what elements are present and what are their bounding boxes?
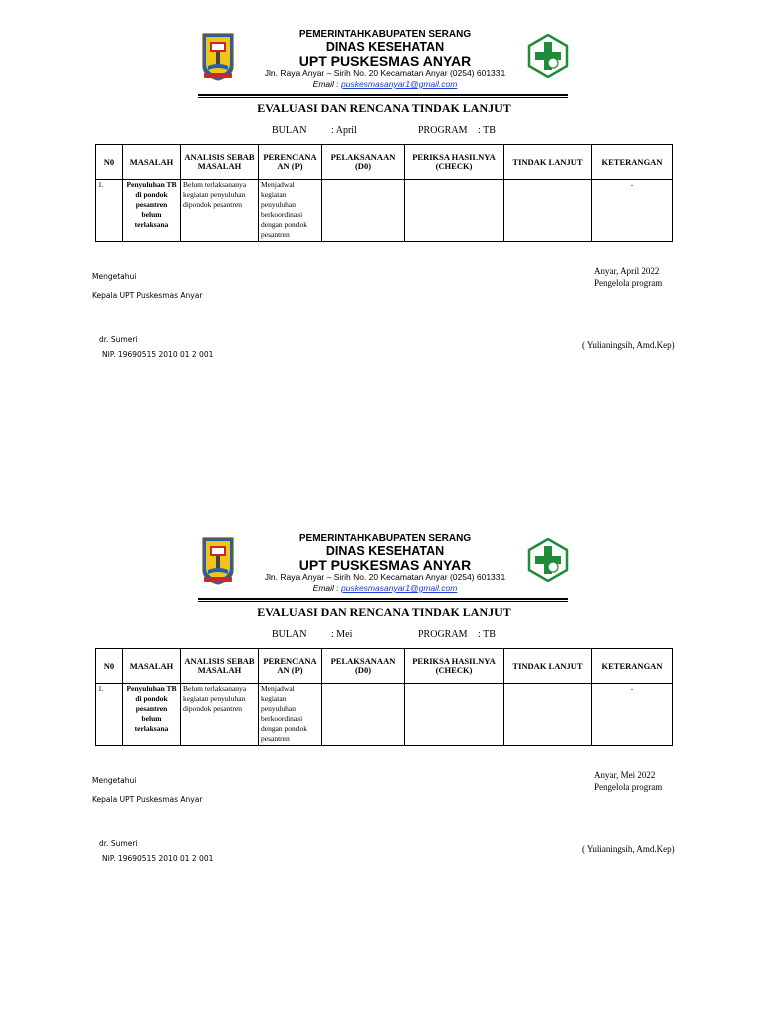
place-date: Anyar, Mei 2022: [594, 770, 656, 780]
pengelola-title: Pengelola program: [594, 782, 663, 792]
email-link[interactable]: puskesmasanyar1@gmail.com: [341, 79, 458, 89]
kepala-title: Kepala UPT Puskesmas Anyar: [92, 291, 203, 300]
cell-pelaksanaan: [322, 180, 405, 242]
col-header-perencanaan: PERENCANA AN (P): [259, 145, 322, 180]
col-header-pelaksanaan: PELAKSANAAN (D0): [322, 649, 405, 684]
table-header-row: [96, 145, 673, 180]
header-rule-thick: [198, 598, 568, 600]
program-value: : TB: [478, 629, 496, 640]
cell-periksa: [405, 180, 504, 242]
col-header-masalah: MASALAH: [123, 649, 181, 684]
col-header-keterangan: KETERANGAN: [592, 649, 673, 684]
cell-analisis: Belum terlaksananya kegiatan penyuluhan dipondok pesantren: [181, 684, 259, 746]
email-link[interactable]: puskesmasanyar1@gmail.com: [341, 583, 458, 593]
cell-tindak-lanjut: [504, 180, 592, 242]
col-header-analisis: ANALISIS SEBAB MASALAH: [181, 145, 259, 180]
cell-no: 1.: [96, 684, 123, 746]
header-government: PEMERINTAHKABUPATEN SERANG: [298, 29, 472, 40]
header-address: Jln. Raya Anyar – Sirih No. 20 Kecamatan Anyar (0254) 601331: [264, 572, 506, 582]
cell-no: 1.: [96, 180, 123, 242]
cell-perencanaan: Menjadwal kegiatan penyuluhan berkoordinasi dengan pondok pesantren: [259, 684, 322, 746]
kabupaten-serang-emblem-icon: [200, 32, 236, 82]
kabupaten-serang-emblem-icon: [200, 536, 236, 586]
puskesmas-green-cross-icon: [527, 538, 569, 582]
header-unit: UPT PUSKESMAS ANYAR: [298, 557, 472, 573]
doctor-nip: NIP. 19690515 2010 01 2 001: [102, 854, 214, 863]
col-header-masalah: MASALAH: [123, 145, 181, 180]
header-email-line: [240, 583, 530, 593]
bulan-label: BULAN: [272, 125, 307, 136]
pengelola-title: Pengelola program: [594, 278, 663, 288]
col-header-tindak-lanjut: TINDAK LANJUT: [504, 145, 592, 180]
header-rule-thin: [198, 97, 568, 98]
program-label: PROGRAM: [418, 125, 468, 136]
program-value: : TB: [478, 125, 496, 136]
header-department: DINAS KESEHATAN: [325, 40, 445, 54]
bulan-value: : April: [331, 125, 357, 136]
table-header-row: [96, 649, 673, 684]
header-address: Jln. Raya Anyar – Sirih No. 20 Kecamatan Anyar (0254) 601331: [264, 68, 506, 78]
bulan-label: BULAN: [272, 629, 307, 640]
cell-analisis: Belum terlaksananya kegiatan penyuluhan dipondok pesantren: [181, 180, 259, 242]
col-header-no: N0: [96, 145, 123, 180]
cell-masalah: Penyuluhan TB di pondok pesantren belum terlaksana: [123, 684, 181, 746]
report-sheet-april: [0, 0, 768, 500]
cell-keterangan: -: [592, 684, 673, 746]
pengelola-name: ( Yulianingsih, Amd.Kep): [582, 844, 675, 854]
cell-periksa: [405, 684, 504, 746]
cell-keterangan: -: [592, 180, 673, 242]
program-label: PROGRAM: [418, 629, 468, 640]
col-header-tindak-lanjut: TINDAK LANJUT: [504, 649, 592, 684]
col-header-periksa: PERIKSA HASILNYA (CHECK): [405, 145, 504, 180]
header-unit: UPT PUSKESMAS ANYAR: [298, 53, 472, 69]
col-header-pelaksanaan: PELAKSANAAN (D0): [322, 145, 405, 180]
mengetahui-label: Mengetahui: [92, 272, 137, 281]
report-sheet-mei: [0, 504, 768, 1004]
mengetahui-label: Mengetahui: [92, 776, 137, 785]
header-government: PEMERINTAHKABUPATEN SERANG: [298, 533, 472, 544]
bulan-value: : Mei: [331, 629, 353, 640]
doctor-name: dr. Sumeri: [99, 839, 138, 848]
col-header-perencanaan: PERENCANA AN (P): [259, 649, 322, 684]
email-label: Email :: [312, 583, 341, 593]
col-header-periksa: PERIKSA HASILNYA (CHECK): [405, 649, 504, 684]
cell-perencanaan: Menjadwal kegiatan penyuluhan berkoordinasi dengan pondok pesantren: [259, 180, 322, 242]
kepala-title: Kepala UPT Puskesmas Anyar: [92, 795, 203, 804]
table-row: [96, 684, 673, 746]
document-title: EVALUASI DAN RENCANA TINDAK LANJUT: [257, 605, 511, 619]
place-date: Anyar, April 2022: [594, 266, 660, 276]
pengelola-name: ( Yulianingsih, Amd.Kep): [582, 340, 675, 350]
table-row: [96, 180, 673, 242]
header-email-line: [240, 79, 530, 89]
document-title: EVALUASI DAN RENCANA TINDAK LANJUT: [257, 101, 511, 115]
email-label: Email :: [312, 79, 341, 89]
evaluation-table: [95, 648, 673, 746]
doctor-name: dr. Sumeri: [99, 335, 138, 344]
cell-tindak-lanjut: [504, 684, 592, 746]
col-header-analisis: ANALISIS SEBAB MASALAH: [181, 649, 259, 684]
evaluation-table: [95, 144, 673, 242]
header-rule-thick: [198, 94, 568, 96]
header-rule-thin: [198, 601, 568, 602]
cell-masalah: Penyuluhan TB di pondok pesantren belum terlaksana: [123, 180, 181, 242]
header-department: DINAS KESEHATAN: [325, 544, 445, 558]
cell-pelaksanaan: [322, 684, 405, 746]
col-header-keterangan: KETERANGAN: [592, 145, 673, 180]
puskesmas-green-cross-icon: [527, 34, 569, 78]
doctor-nip: NIP. 19690515 2010 01 2 001: [102, 350, 214, 359]
col-header-no: N0: [96, 649, 123, 684]
